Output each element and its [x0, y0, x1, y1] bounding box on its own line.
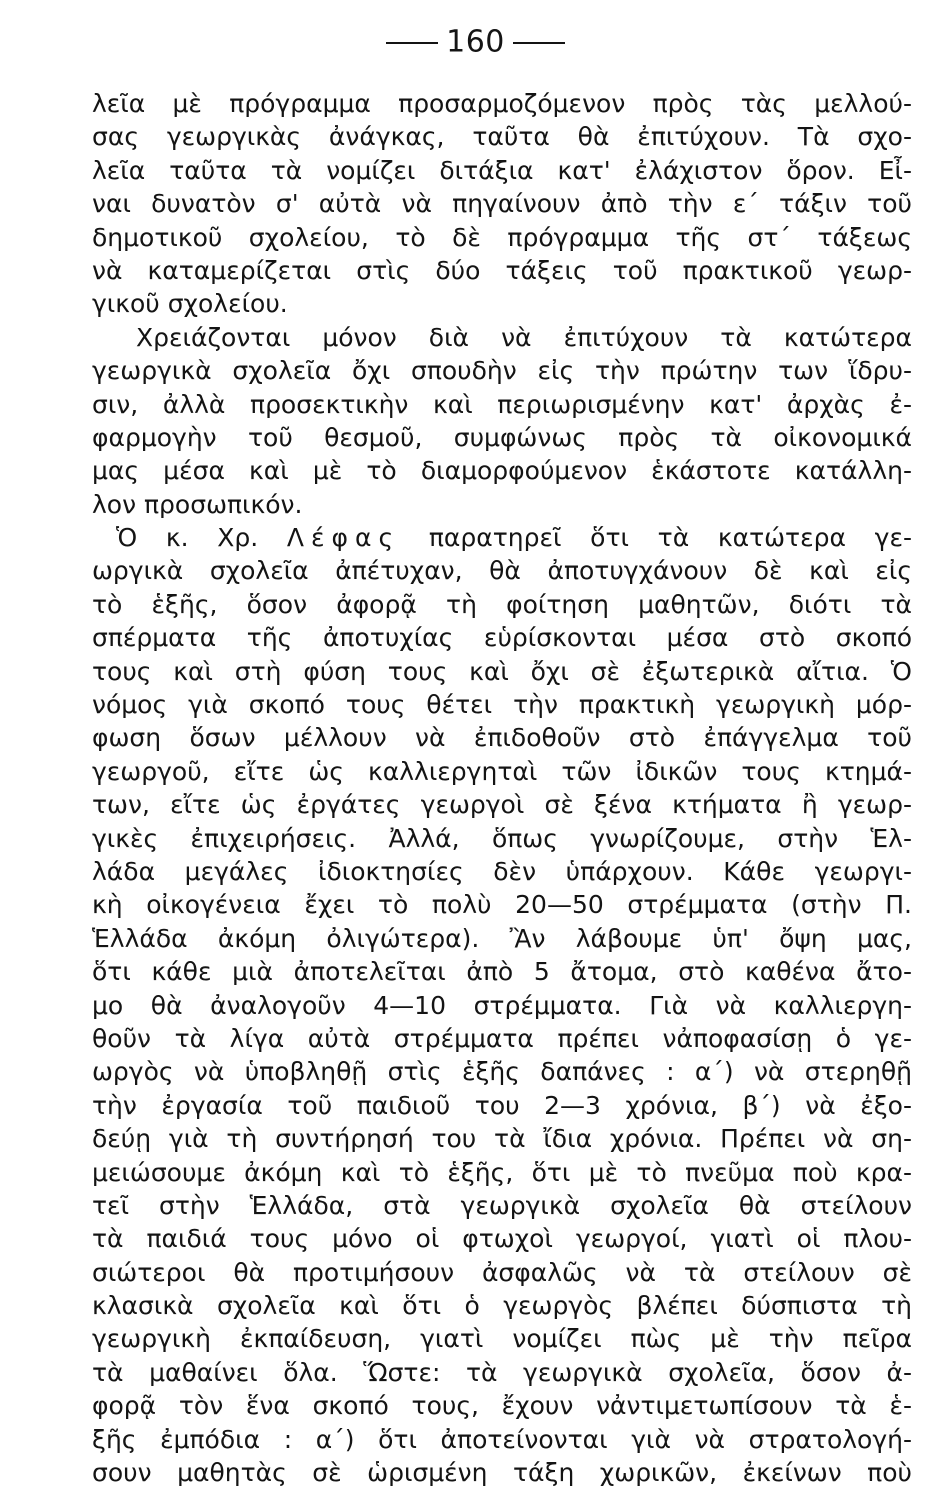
text-line: ὅτι κάθε μιὰ ἀποτελεῖται ἀπὸ 5 ἄτομα, στὸ καθένα ἄτο- — [92, 957, 912, 987]
paragraph-start-line-lefas — [92, 521, 912, 554]
text-line: γικὲς ἐπιχειρήσεις. Ἀλλά, ὅπως γνωρίζουμε, στὴν Ἑλ- — [92, 823, 912, 853]
left-dash — [386, 42, 438, 44]
text-line: κλασικὰ σχολεῖα καὶ ὅτι ὁ γεωργὸς βλέπει δύσπιστα τὴ — [92, 1291, 912, 1321]
text-line: λεῖα μὲ πρόγραμμα προσαρμοζόμενον πρὸς τὰς μελλού- — [92, 89, 912, 118]
text-line: ωργικὰ σχολεῖα ἀπέτυχαν, θὰ ἀποτυγχάνουν δὲ καὶ εἰς — [92, 556, 912, 586]
lefas-prefix: Ὁ κ. Χρ. — [116, 523, 259, 553]
text-line: φωση ὅσων μέλλουν νὰ ἐπιδοθοῦν στὸ ἐπάγγελμα τοῦ — [92, 723, 912, 753]
text-line: γεωργικὰ σχολεῖα ὄχι σπουδὴν εἰς τὴν πρώτην των ἵδρυ- — [92, 356, 912, 386]
text-line: τεῖ στὴν Ἑλλάδα, στὰ γεωργικὰ σχολεῖα θὰ στείλουν — [92, 1190, 912, 1220]
text-line: φορᾷ τὸν ἕνα σκοπό τους, ἔχουν νἀντιμετωπίσουν τὰ ἑ- — [92, 1391, 912, 1421]
text-line: Ἑλλάδα ἀκόμη ὀλιγώτερα). Ἂν λάβουμε ὑπ' ὄψη μας, — [92, 923, 912, 953]
paragraph-start-line: Χρειάζονται μόνον διὰ νὰ ἐπιτύχουν τὰ κατώτερα — [136, 322, 912, 352]
text-line: κὴ οἰκογένεια ἔχει τὸ πολὺ 20—50 στρέμματα (στὴν Π. — [92, 890, 912, 920]
body-text — [92, 87, 912, 1489]
lefas-name: Λέφας — [286, 523, 401, 553]
text-line: μο θὰ ἀναλογοῦν 4—10 στρέμματα. Γιὰ νὰ καλλιεργη- — [92, 990, 912, 1020]
text-line: μας μέσα καὶ μὲ τὸ διαμορφούμενον ἑκάστοτε κατάλλη- — [92, 456, 912, 486]
text-line: λεῖα ταῦτα τὰ νομίζει διτάξια κατ' ἐλάχιστον ὅρον. Εἶ- — [92, 155, 912, 185]
text-line: τὰ μαθαίνει ὅλα. Ὥστε: τὰ γεωργικὰ σχολεῖα, ὅσον ἀ- — [92, 1357, 912, 1387]
text-line: ξῆς ἐμπόδια : α΄) ὅτι ἀποτείνονται γιὰ νὰ στρατολογή- — [92, 1424, 912, 1454]
text-line: ναι δυνατὸν σ' αὐτὰ νὰ πηγαίνουν ἀπὸ τὴν ε΄ τάξιν τοῦ — [92, 189, 912, 219]
text-line: νόμος γιὰ σκοπό τους θέτει τὴν πρακτικὴ γεωργικὴ μόρ- — [92, 690, 912, 720]
text-line: τὰ παιδιά τους μόνο οἱ φτωχοὶ γεωργοί, γιατὶ οἱ πλου- — [92, 1224, 912, 1254]
lefas-rest: παρατηρεῖ ὅτι τὰ κατώτερα γε- — [428, 523, 912, 553]
text-line: σιώτεροι θὰ προτιμήσουν ἀσφαλῶς νὰ τὰ στείλουν σὲ — [92, 1257, 912, 1287]
text-line: δεύῃ γιὰ τὴ συντήρησή του τὰ ἴδια χρόνια. Πρέπει νὰ ση- — [92, 1124, 912, 1154]
text-line: τους καὶ στὴ φύση τους καὶ ὄχι σὲ ἐξωτερικὰ αἴτια. Ὁ — [92, 656, 912, 686]
text-line: τὸ ἑξῆς, ὅσον ἀφορᾷ τὴ φοίτηση μαθητῶν, διότι τὰ — [92, 589, 912, 619]
text-line: λον προσωπικόν. — [92, 489, 303, 519]
text-line: σας γεωργικὰς ἀνάγκας, ταῦτα θὰ ἐπιτύχουν. Τὰ σχο- — [92, 122, 912, 152]
text-line: σιν, ἀλλὰ προσεκτικὴν καὶ περιωρισμένην κατ' ἀρχὰς ἐ- — [92, 389, 912, 419]
right-dash — [513, 42, 565, 44]
text-line: γικοῦ σχολείου. — [92, 289, 288, 319]
text-line: δημοτικοῦ σχολείου, τὸ δὲ πρόγραμμα τῆς στ΄ τάξεως — [92, 222, 912, 252]
text-line: μειώσουμε ἀκόμη καὶ τὸ ἑξῆς, ὅτι μὲ τὸ πνεῦμα ποὺ κρα- — [92, 1157, 912, 1187]
text-line: ωργὸς νὰ ὑποβληθῇ στὶς ἑξῆς δαπάνες : α΄) νὰ στερηθῇ — [92, 1057, 912, 1087]
text-line: γεωργικὴ ἐκπαίδευση, γιατὶ νομίζει πὼς μὲ τὴν πεῖρα — [92, 1324, 912, 1354]
page-number: 160 — [446, 24, 505, 60]
text-line: λάδα μεγάλες ἰδιοκτησίες δὲν ὑπάρχουν. Κάθε γεωργι- — [92, 856, 912, 886]
text-line: σπέρματα τῆς ἀποτυχίας εὑρίσκονται μέσα στὸ σκοπό — [92, 623, 912, 653]
text-line: θοῦν τὰ λίγα αὐτὰ στρέμματα πρέπει νἀποφασίσῃ ὁ γε- — [92, 1023, 912, 1053]
text-line: γεωργοῦ, εἴτε ὡς καλλιεργηταὶ τῶν ἰδικῶν τους κτημά- — [92, 756, 912, 786]
text-line: τὴν ἐργασία τοῦ παιδιοῦ του 2—3 χρόνια, β΄) νὰ ἐξο- — [92, 1090, 912, 1120]
page-number-header — [0, 20, 951, 65]
text-line: σουν μαθητὰς σὲ ὡρισμένη τάξη χωρικῶν, ἐκείνων ποὺ — [92, 1458, 912, 1488]
text-line: φαρμογὴν τοῦ θεσμοῦ, συμφώνως πρὸς τὰ οἰκονομικά — [92, 422, 912, 452]
text-line: των, εἴτε ὡς ἐργάτες γεωργοὶ σὲ ξένα κτήματα ἢ γεωρ- — [92, 790, 912, 820]
text-line: νὰ καταμερίζεται στὶς δύο τάξεις τοῦ πρακτικοῦ γεωρ- — [92, 255, 912, 285]
